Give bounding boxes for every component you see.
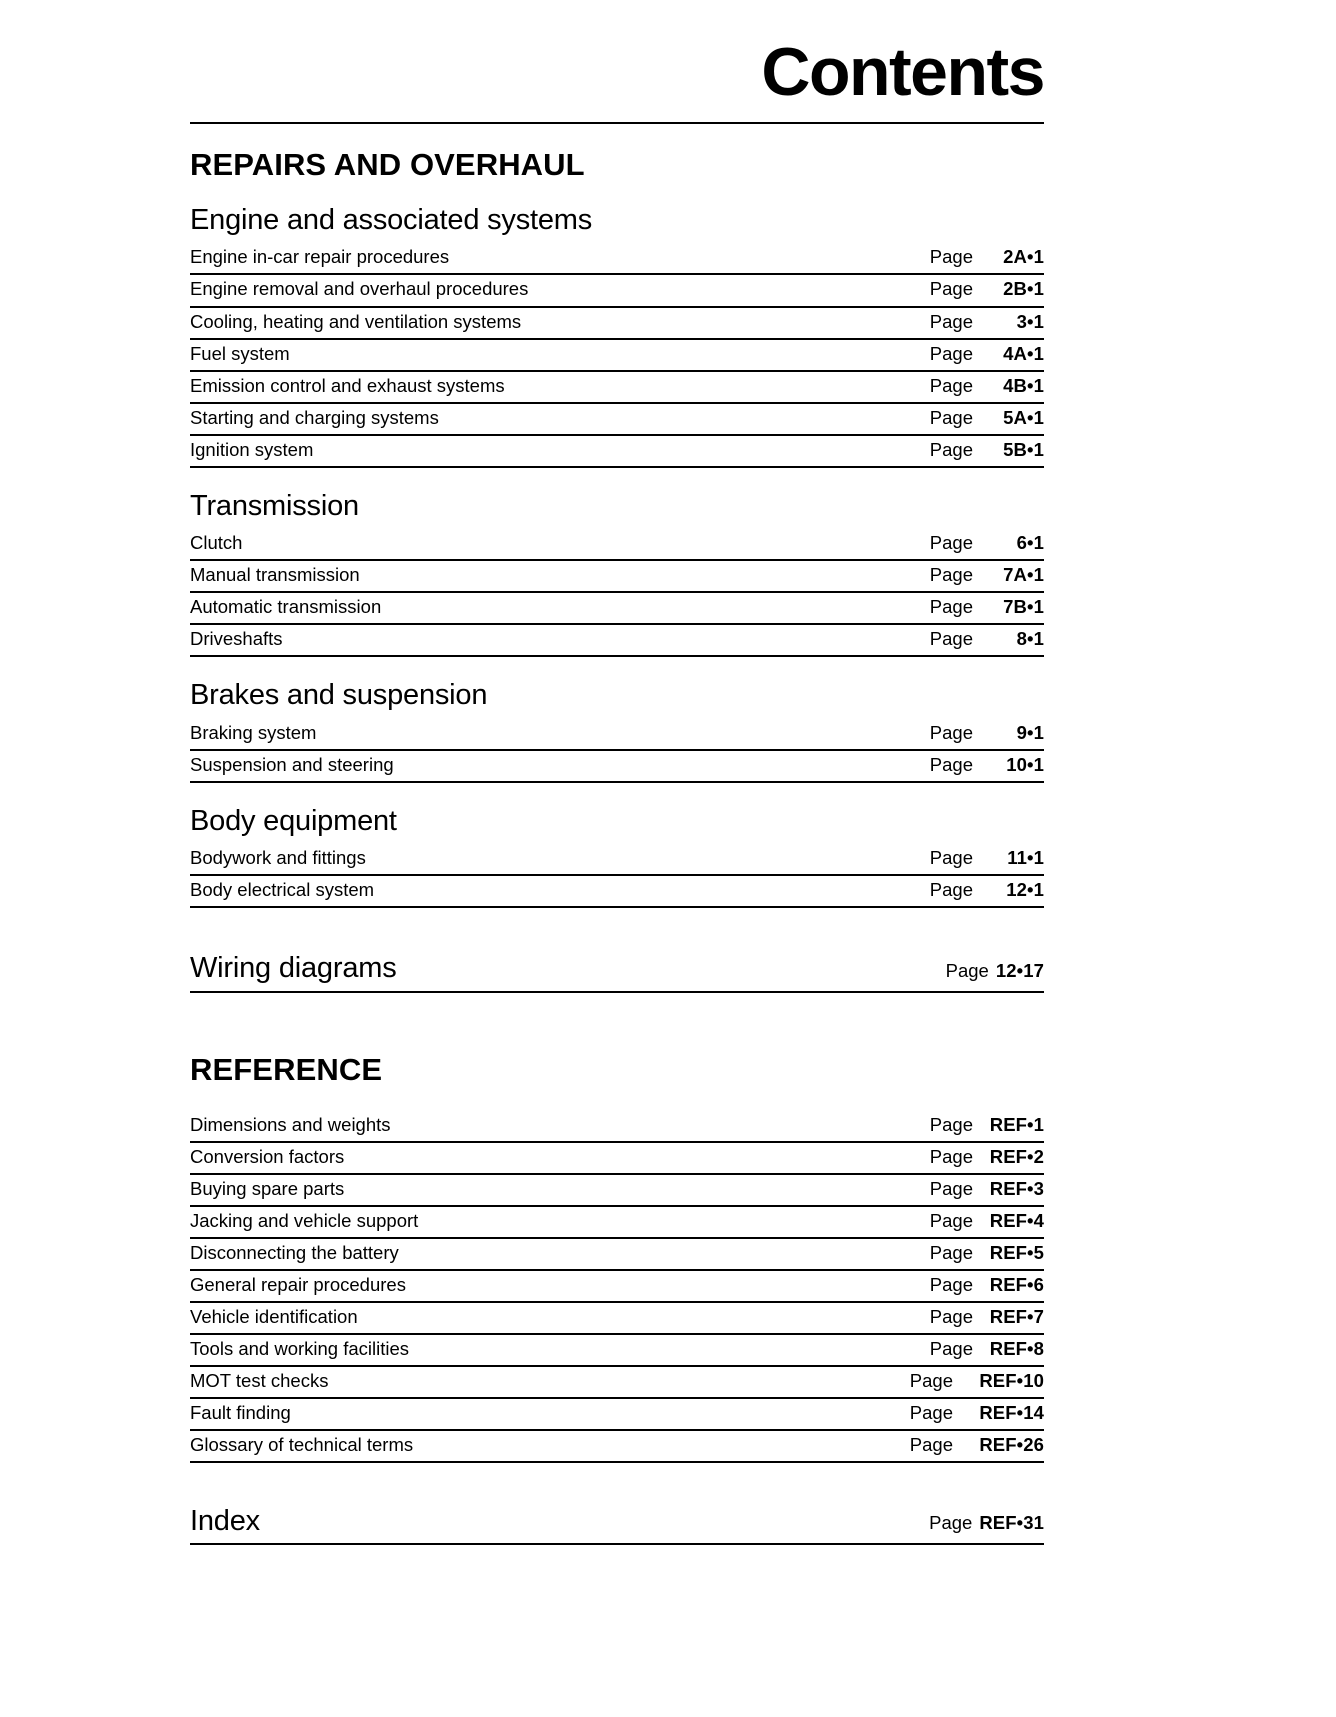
page-number: 12•17 [995, 959, 1044, 981]
page-number: 2B•1 [1003, 278, 1044, 300]
page-word: Page [929, 1241, 973, 1263]
page-word: Page [929, 310, 973, 332]
toc-row-label: Wiring diagrams [190, 952, 397, 985]
page-number: REF•1 [989, 1113, 1044, 1135]
toc-row[interactable] [190, 751, 1044, 783]
toc-row[interactable] [190, 243, 1044, 275]
toc-row-page [930, 342, 1044, 366]
page-number: 5A•1 [1003, 406, 1044, 428]
toc-row-page [930, 1241, 1044, 1265]
toc-row-page [930, 1209, 1044, 1233]
toc-row-page [930, 878, 1044, 902]
toc-row-label: Automatic transmission [190, 596, 382, 618]
page-word: Page [929, 564, 973, 586]
page-number: 10•1 [1006, 753, 1044, 775]
page-word: Page [929, 1209, 973, 1231]
page-title: Contents [761, 34, 1044, 110]
toc-row-label: Jacking and vehicle support [190, 1209, 419, 1231]
toc-row[interactable] [190, 1431, 1044, 1463]
toc-row[interactable] [190, 1175, 1044, 1207]
toc-row-label: Tools and working facilities [190, 1337, 410, 1359]
toc-row-label: MOT test checks [190, 1369, 329, 1391]
toc-row-page [910, 1369, 1044, 1393]
toc-row-page [930, 595, 1044, 619]
toc-row[interactable] [190, 1303, 1044, 1335]
toc-row-page [930, 277, 1044, 301]
toc-row-label: Clutch [190, 532, 243, 554]
page-number: 3•1 [1016, 310, 1044, 332]
toc-row-label: Manual transmission [190, 564, 360, 586]
toc-row-page [930, 406, 1044, 430]
toc-row-page [930, 310, 1044, 334]
page-word: Page [929, 879, 973, 901]
toc-row-page [930, 1337, 1044, 1361]
page-number: REF•6 [989, 1273, 1044, 1295]
page-word: Page [929, 532, 973, 554]
group-title: Engine and associated systems [190, 204, 593, 237]
toc-row-label: Emission control and exhaust systems [190, 374, 505, 396]
toc-row-page [930, 1113, 1044, 1137]
page-number: REF•5 [989, 1241, 1044, 1263]
page-word: Page [929, 342, 973, 364]
page-number: 11•1 [1007, 847, 1044, 869]
masthead [0, 0, 1336, 110]
page-word: Page [929, 246, 973, 268]
toc-row-label: General repair procedures [190, 1273, 406, 1295]
toc-row[interactable] [190, 1143, 1044, 1175]
toc-row[interactable] [190, 275, 1044, 307]
page-word: Page [929, 1305, 973, 1327]
toc-row-page [930, 1273, 1044, 1297]
page-number: REF•2 [989, 1145, 1044, 1167]
toc-row-label: Body electrical system [190, 879, 375, 901]
toc-row-page [930, 438, 1044, 462]
page-number: 7A•1 [1003, 564, 1044, 586]
page-word: Page [929, 721, 973, 743]
page-word: Page [929, 628, 973, 650]
toc-row[interactable] [190, 1111, 1044, 1143]
group-transmission [190, 490, 1044, 658]
toc-row-page [930, 1145, 1044, 1169]
toc-row-label: Suspension and steering [190, 753, 394, 775]
page-number: REF•31 [979, 1512, 1044, 1534]
toc-row[interactable] [190, 1399, 1044, 1431]
toc-row[interactable] [190, 308, 1044, 340]
toc-row-page [929, 1512, 1044, 1538]
page-number: REF•10 [979, 1369, 1044, 1391]
toc-row[interactable] [190, 876, 1044, 908]
page-word: Page [929, 1512, 973, 1534]
toc-row[interactable] [190, 1207, 1044, 1239]
toc-row[interactable] [190, 593, 1044, 625]
page-number: 12•1 [1006, 879, 1044, 901]
toc-row[interactable] [190, 404, 1044, 436]
toc-row-page [930, 1177, 1044, 1201]
toc-row-label: Cooling, heating and ventilation systems [190, 310, 522, 332]
toc-row-page [930, 563, 1044, 587]
page-number: REF•3 [989, 1177, 1044, 1199]
page-word: Page [945, 959, 989, 981]
group-title: Transmission [190, 489, 359, 522]
page-word: Page [909, 1402, 953, 1424]
page-word: Page [929, 1337, 973, 1359]
page-number: REF•8 [989, 1337, 1044, 1359]
toc-row[interactable] [190, 1271, 1044, 1303]
page-word: Page [929, 438, 973, 460]
page-number: 7B•1 [1003, 596, 1044, 618]
toc-row-label: Index [190, 1505, 260, 1538]
toc-row-page [930, 753, 1044, 777]
page-number: REF•26 [979, 1434, 1044, 1456]
page-word: Page [929, 847, 973, 869]
page-word: Page [929, 406, 973, 428]
page-word: Page [909, 1369, 953, 1391]
toc-row-page [930, 374, 1044, 398]
toc-row[interactable] [190, 719, 1044, 751]
toc-row[interactable] [190, 340, 1044, 372]
toc-row[interactable] [190, 625, 1044, 657]
page-word: Page [929, 1145, 973, 1167]
toc-row-label: Engine removal and overhaul procedures [190, 278, 529, 300]
toc-row-page [930, 245, 1044, 269]
page-number: REF•14 [979, 1402, 1044, 1424]
toc-row-label: Driveshafts [190, 628, 283, 650]
page-word: Page [909, 1434, 953, 1456]
toc-row-page [930, 721, 1044, 745]
page-number: 8•1 [1016, 628, 1044, 650]
page-word: Page [929, 1177, 973, 1199]
toc-row-label: Vehicle identification [190, 1305, 358, 1327]
part-title-repairs: REPAIRS AND OVERHAUL [190, 147, 585, 182]
page-word: Page [929, 374, 973, 396]
group-brakes-suspension [190, 679, 1044, 782]
toc-row[interactable] [190, 1239, 1044, 1271]
page-word: Page [929, 278, 973, 300]
page-word: Page [929, 596, 973, 618]
part-title-reference: REFERENCE [190, 1051, 383, 1087]
group-title: Brakes and suspension [190, 679, 488, 712]
toc-row-label: Dimensions and weights [190, 1113, 391, 1135]
page-number: 4A•1 [1003, 342, 1044, 364]
toc-row-page [930, 1305, 1044, 1329]
toc-row-index[interactable] [190, 1505, 1044, 1545]
page-number: 9•1 [1016, 721, 1044, 743]
toc-row-label: Disconnecting the battery [190, 1241, 399, 1263]
contents-body [190, 148, 1044, 1545]
page-number: 5B•1 [1003, 438, 1044, 460]
toc-row-label: Fault finding [190, 1402, 291, 1424]
toc-row-label: Buying spare parts [190, 1177, 345, 1199]
toc-row-label: Bodywork and fittings [190, 847, 366, 869]
toc-row-page [946, 960, 1044, 986]
toc-row-page [930, 846, 1044, 870]
toc-row-label: Ignition system [190, 438, 314, 460]
toc-row-label: Braking system [190, 721, 317, 743]
group-engine [190, 204, 1044, 468]
toc-row[interactable] [190, 1367, 1044, 1399]
toc-row-page [930, 627, 1044, 651]
toc-row[interactable] [190, 844, 1044, 876]
page-number: REF•4 [989, 1209, 1044, 1231]
masthead-divider [190, 122, 1044, 124]
page-word: Page [929, 753, 973, 775]
toc-row[interactable] [190, 561, 1044, 593]
toc-row[interactable] [190, 372, 1044, 404]
group-body-equipment [190, 805, 1044, 908]
group-reference [190, 1111, 1044, 1464]
toc-row-label: Conversion factors [190, 1145, 345, 1167]
toc-row[interactable] [190, 436, 1044, 468]
toc-row-label: Fuel system [190, 342, 290, 364]
page-number: 6•1 [1016, 532, 1044, 554]
toc-row-label: Engine in-car repair procedures [190, 246, 450, 268]
toc-row[interactable] [190, 1335, 1044, 1367]
toc-row[interactable] [190, 529, 1044, 561]
toc-row-wiring-diagrams[interactable] [190, 952, 1044, 992]
toc-row-page [910, 1401, 1044, 1425]
page-number: 4B•1 [1003, 374, 1044, 396]
toc-row-label: Starting and charging systems [190, 406, 439, 428]
page-word: Page [929, 1113, 973, 1135]
page-number: 2A•1 [1003, 246, 1044, 268]
group-title: Body equipment [190, 804, 397, 837]
toc-row-page [930, 531, 1044, 555]
page-number: REF•7 [989, 1305, 1044, 1327]
toc-row-label: Glossary of technical terms [190, 1434, 414, 1456]
toc-row-page [910, 1433, 1044, 1457]
page-word: Page [929, 1273, 973, 1295]
